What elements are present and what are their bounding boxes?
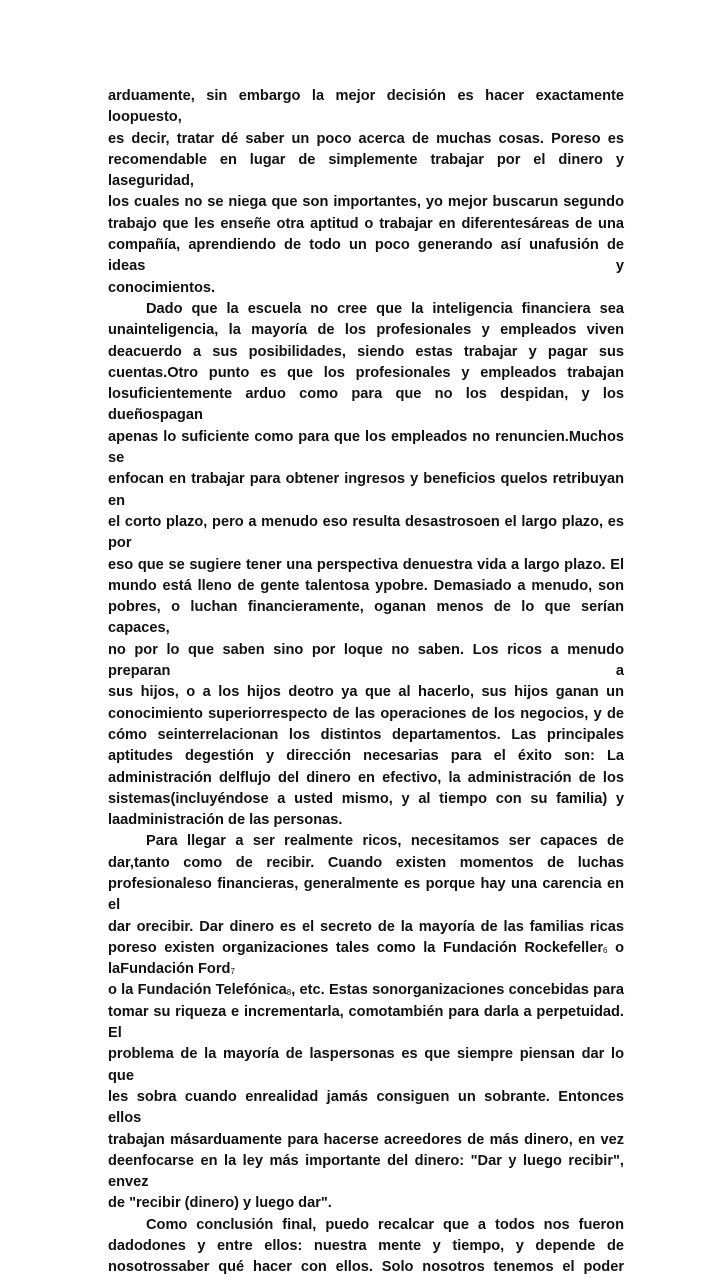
text-line: Como conclusión final, puedo recalcar que a todos nos fueron [146,1216,624,1233]
text-line: compañía, aprendiendo de todo un poco generando así unafusión de ideas y [108,237,624,275]
text-line: eso que se sugiere tener una perspectiva denuestra vida a largo plazo. El [108,556,624,573]
text-line: losuficientemente arduo como para que no los despidan, y los dueñospagan [108,386,624,424]
line-text: o la Fundación Telefónica [108,982,287,999]
text-line [108,959,624,980]
line-text-after-footnote: o [607,939,624,956]
text-line: dadodones y entre ellos: nuestra mente y tiempo, y depende de [108,1238,624,1255]
text-line: administración delflujo del dinero en efectivo, la administración de los [108,769,624,786]
text-line: Dado que la escuela no cree que la inteligencia financiera sea [146,300,624,317]
text-line: arduamente, sin embargo la mejor decisión es hacer exactamente loopuesto, [108,88,624,126]
text-line: profesionaleso financieras, generalmente es porque hay una carencia en el [108,875,624,914]
document-page [108,86,624,1279]
text-line: nosotrossaber qué hacer con ellos. Solo nosotros tenemos el poder [108,1259,624,1276]
text-line: no por lo que saben sino por loque no saben. Los ricos a menudo preparan a [108,641,624,680]
line-text: laFundación Ford [108,961,231,978]
text-line: unainteligencia, la mayoría de los profesionales y empleados viven [108,322,624,339]
text-line: enfocan en trabajar para obtener ingresos y beneficios quelos retribuyan en [108,471,624,509]
text-line: problema de la mayoría de laspersonas es que siempre piensan dar lo que [108,1046,624,1084]
line-text: poreso existen organizaciones tales como la Fundación Rockefeller [108,939,604,956]
footnote-marker: 8 [286,988,292,998]
text-line: es decir, tratar dé saber un poco acerca de muchas cosas. Poreso es [108,130,624,147]
text-line: sus hijos, o a los hijos deotro ya que al hacerlo, sus hijos ganan un [108,684,624,701]
text-line [108,980,624,1001]
footnote-marker: 7 [230,967,235,977]
text-line: de "recibir (dinero) y luego dar". [108,1195,332,1212]
line-text-after-footnote: , etc. Estas sonorganizaciones concebidas para [291,982,624,999]
text-line: dar,tanto como de recibir. Cuando existen momentos de luchas [108,854,624,871]
text-line: cuentas.Otro punto es que los profesionales y empleados trabajan [108,364,624,381]
text-line: cómo seinterrelacionan los distintos departamentos. Las principales [108,726,624,743]
text-line: recomendable en lugar de simplemente trabajar por el dinero y laseguridad, [108,151,624,190]
footnote-marker: 6 [603,945,608,955]
text-line: dar orecibir. Dar dinero es el secreto de la mayoría de las familias ricas [108,918,624,935]
text-line: trabajo que les enseñe otra aptitud o trabajar en diferentesáreas de una [108,215,624,232]
text-line: los cuales no se niega que son importantes, yo mejor buscarun segundo [108,194,624,211]
text-line: sistemas(incluyéndose a usted mismo, y al tiempo con su familia) y [108,790,624,807]
text-line: laadministración de las personas. [108,812,343,829]
text-line: trabajan másarduamente para hacerse acreedores de más dinero, en vez [108,1131,624,1148]
text-line: les sobra cuando enrealidad jamás consiguen un sobrante. Entonces ellos [108,1088,624,1127]
text-line: apenas lo suficiente como para que los empleados no renuncien.Muchos se [108,428,624,467]
text-line: deenfocarse en la ley más importante del dinero: "Dar y luego recibir", envez [108,1152,624,1191]
text-line: el corto plazo, pero a menudo eso resulta desastrosoen el largo plazo, es por [108,513,624,552]
text-line: aptitudes degestión y dirección necesarias para el éxito son: La [108,748,624,765]
text-line: Para llegar a ser realmente ricos, necesitamos ser capaces de [146,833,624,850]
text-line: tomar su riqueza e incrementarla, comotambién para darla a perpetuidad. El [108,1003,624,1042]
text-line: conocimientos. [108,279,216,296]
text-line: mundo está lleno de gente talentosa ypobre. Demasiado a menudo, son [108,577,624,594]
text-line [108,938,624,959]
text-line: deacuerdo a sus posibilidades, siendo estas trabajar y pagar sus [108,343,624,360]
text-line: pobres, o luchan financieramente, oganan menos de lo que serían capaces, [108,599,624,637]
text-line: conocimiento superiorrespecto de las operaciones de los negocios, y de [108,705,624,722]
